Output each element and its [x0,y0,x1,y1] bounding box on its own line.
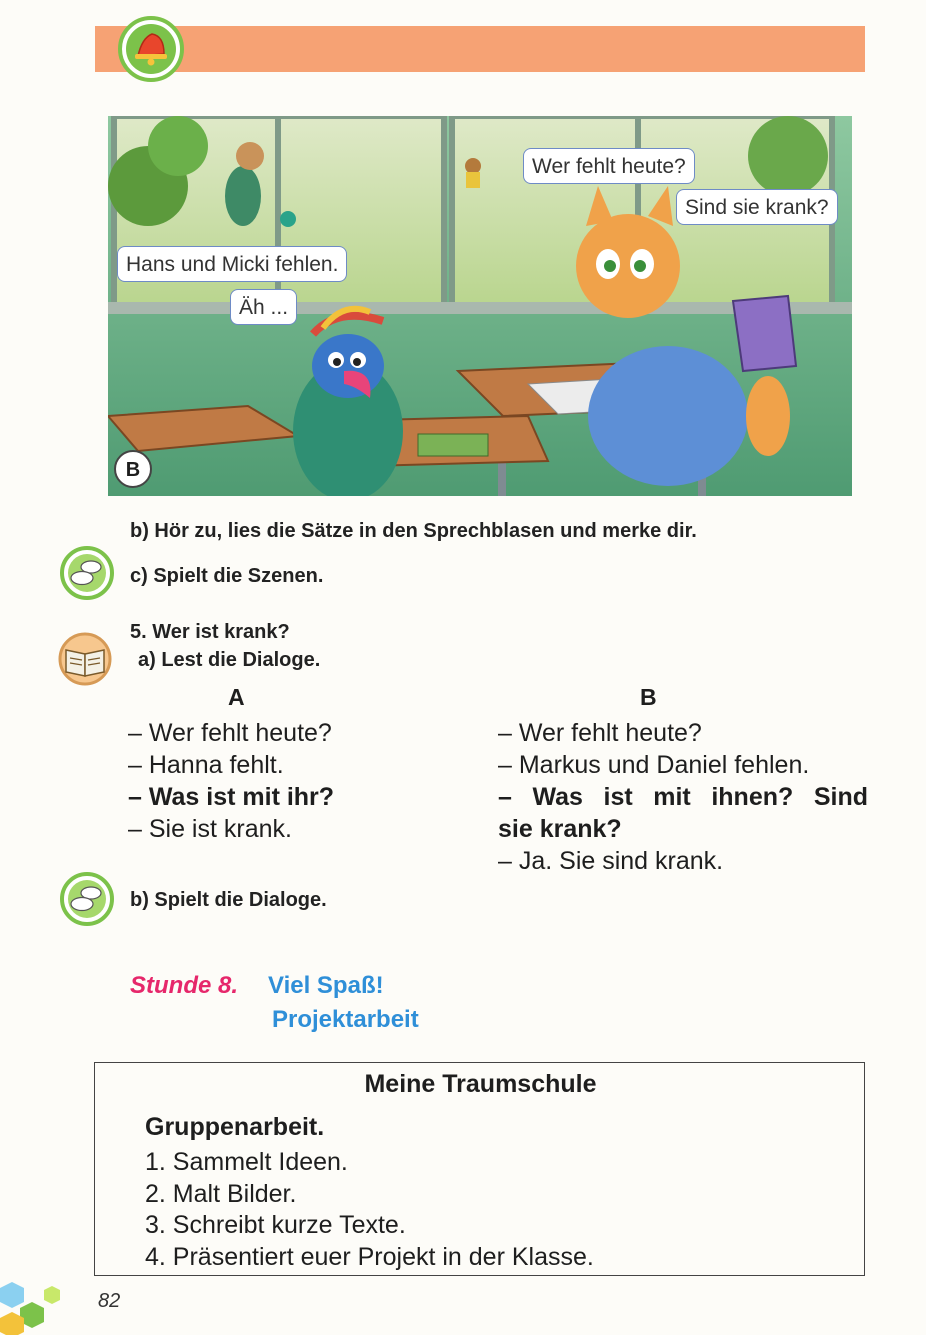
dialogue-a [128,717,428,845]
dialogue-line: – Hanna fehlt. [128,751,284,779]
speech-bubble-sind-sie-krank: Sind sie krank? [676,189,838,225]
dialogue-b [498,717,868,877]
dialogue-line: – Markus und Daniel fehlen. [498,751,810,779]
book-icon [58,632,112,686]
page-number: 82 [98,1290,121,1312]
speech-bubble-wer-fehlt: Wer fehlt heute? [523,148,695,184]
dialogue-line-key-phrase: sie krank? [498,815,622,843]
dialogue-line: – Wer fehlt heute? [128,719,332,747]
dialogue-line: – Ja. Sie sind krank. [498,847,724,875]
task-5-title: 5. Wer ist krank? [130,621,290,643]
project-task-item: 4. Präsentiert euer Projekt in der Klasse. [145,1242,594,1271]
project-subtitle: Gruppenarbeit. [145,1113,325,1141]
lesson-subtitle: Projektarbeit [272,1006,419,1033]
dialogue-line-key-phrase: – Was ist mit ihr? [128,783,335,811]
classroom-illustration [108,116,852,496]
speech-bubble-ah: Äh ... [230,289,297,325]
lesson-title: Viel Spaß! [268,972,384,999]
project-task-list [145,1147,594,1273]
project-task-item: 3. Schreibt kurze Texte. [145,1211,406,1239]
scene-label: B [114,450,152,488]
dialogue-line: – Wer fehlt heute? [498,719,702,747]
dialogue-a-title: A [228,684,245,710]
instruction-play-scenes: c) Spielt die Szenen. [130,565,324,587]
speech-bubbles-icon [60,546,114,600]
project-task-item: 2. Malt Bilder. [145,1179,297,1208]
lesson-number: Stunde 8. [130,972,239,999]
dialogue-line-key-phrase: – Was ist mit ihnen? Sind [498,783,868,811]
project-task-item: 1. Sammelt Ideen. [145,1148,348,1176]
bell-icon [118,16,184,82]
dialogue-b-title: B [640,684,657,710]
dialogue-line: – Sie ist krank. [128,815,292,843]
instruction-listen-read: b) Hör zu, lies die Sätze in den Sprechblasen und merke dir. [130,520,697,542]
speech-bubble-hans-und-micki: Hans und Micki fehlen. [117,246,347,282]
project-title: Meine Traumschule [364,1070,597,1098]
corner-decoration [0,1278,80,1335]
task-5a-read-dialogues: a) Lest die Dialoge. [138,649,321,671]
task-5b-play-dialogues: b) Spielt die Dialoge. [130,889,327,911]
project-box [94,1062,865,1276]
speech-bubbles-icon [60,872,114,926]
header-band [95,26,865,72]
